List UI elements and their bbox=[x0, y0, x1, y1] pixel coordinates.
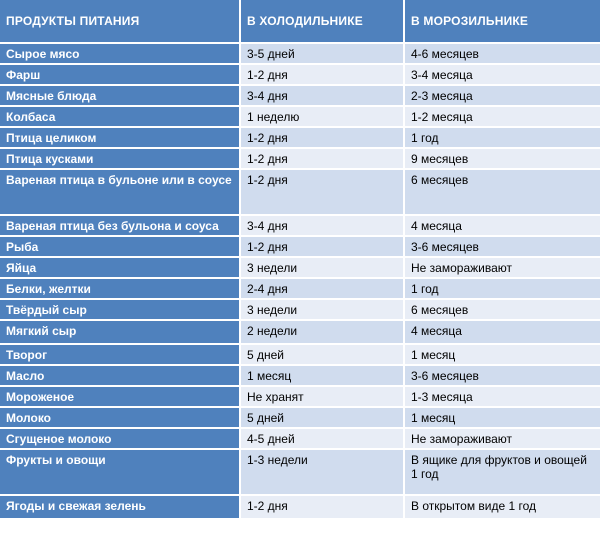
freezer-cell: 1-3 месяца bbox=[404, 386, 600, 407]
food-cell: Мороженое bbox=[0, 386, 240, 407]
table-row bbox=[0, 148, 600, 169]
table-row bbox=[0, 320, 600, 344]
fridge-cell: 3 недели bbox=[240, 299, 404, 320]
table-row bbox=[0, 257, 600, 278]
fridge-cell: 4-5 дней bbox=[240, 428, 404, 449]
food-cell: Масло bbox=[0, 365, 240, 386]
table-row bbox=[0, 43, 600, 64]
table-row bbox=[0, 365, 600, 386]
freezer-cell: 1 месяц bbox=[404, 407, 600, 428]
food-cell: Птица целиком bbox=[0, 127, 240, 148]
table-row bbox=[0, 495, 600, 519]
fridge-cell: 2-4 дня bbox=[240, 278, 404, 299]
fridge-cell: 1-2 дня bbox=[240, 64, 404, 85]
table-row bbox=[0, 344, 600, 365]
table-row bbox=[0, 127, 600, 148]
freezer-cell: 4-6 месяцев bbox=[404, 43, 600, 64]
food-cell: Вареная птица в бульоне или в соусе bbox=[0, 169, 240, 215]
freezer-cell: 1 год bbox=[404, 278, 600, 299]
fridge-cell: 1 неделю bbox=[240, 106, 404, 127]
freezer-cell: 4 месяца bbox=[404, 320, 600, 344]
fridge-cell: 3-5 дней bbox=[240, 43, 404, 64]
table-row bbox=[0, 407, 600, 428]
fridge-cell: 5 дней bbox=[240, 407, 404, 428]
table-row bbox=[0, 299, 600, 320]
table-row bbox=[0, 215, 600, 236]
freezer-cell: 1-2 месяца bbox=[404, 106, 600, 127]
fridge-cell: 1-2 дня bbox=[240, 127, 404, 148]
food-cell: Яйца bbox=[0, 257, 240, 278]
fridge-cell: 5 дней bbox=[240, 344, 404, 365]
freezer-cell: 9 месяцев bbox=[404, 148, 600, 169]
freezer-cell: 3-4 месяца bbox=[404, 64, 600, 85]
freezer-cell: 2-3 месяца bbox=[404, 85, 600, 106]
fridge-cell: 3-4 дня bbox=[240, 215, 404, 236]
table-row bbox=[0, 278, 600, 299]
table-row bbox=[0, 169, 600, 215]
header-food: ПРОДУКТЫ ПИТАНИЯ bbox=[0, 0, 240, 43]
table-row bbox=[0, 106, 600, 127]
food-cell: Твёрдый сыр bbox=[0, 299, 240, 320]
freezer-cell: Не замораживают bbox=[404, 428, 600, 449]
food-cell: Мягкий сыр bbox=[0, 320, 240, 344]
freezer-cell: 1 год bbox=[404, 127, 600, 148]
freezer-cell: Не замораживают bbox=[404, 257, 600, 278]
fridge-cell: Не хранят bbox=[240, 386, 404, 407]
food-cell: Белки, желтки bbox=[0, 278, 240, 299]
table-row bbox=[0, 64, 600, 85]
fridge-cell: 2 недели bbox=[240, 320, 404, 344]
fridge-cell: 3 недели bbox=[240, 257, 404, 278]
table-row bbox=[0, 428, 600, 449]
header-row bbox=[0, 0, 600, 43]
table-row bbox=[0, 449, 600, 495]
fridge-cell: 1-3 недели bbox=[240, 449, 404, 495]
food-cell: Птица кусками bbox=[0, 148, 240, 169]
food-cell: Фарш bbox=[0, 64, 240, 85]
food-cell: Молоко bbox=[0, 407, 240, 428]
fridge-cell: 1 месяц bbox=[240, 365, 404, 386]
fridge-cell: 3-4 дня bbox=[240, 85, 404, 106]
fridge-cell: 1-2 дня bbox=[240, 236, 404, 257]
freezer-cell: В открытом виде 1 год bbox=[404, 495, 600, 519]
table-row bbox=[0, 236, 600, 257]
fridge-cell: 1-2 дня bbox=[240, 148, 404, 169]
header-freezer: В МОРОЗИЛЬНИКЕ bbox=[404, 0, 600, 43]
table-row bbox=[0, 85, 600, 106]
food-cell: Рыба bbox=[0, 236, 240, 257]
fridge-cell: 1-2 дня bbox=[240, 169, 404, 215]
freezer-cell: 6 месяцев bbox=[404, 299, 600, 320]
freezer-cell: 3-6 месяцев bbox=[404, 365, 600, 386]
freezer-cell: В ящике для фруктов и овощей 1 год bbox=[404, 449, 600, 495]
food-cell: Сырое мясо bbox=[0, 43, 240, 64]
freezer-cell: 6 месяцев bbox=[404, 169, 600, 215]
fridge-cell: 1-2 дня bbox=[240, 495, 404, 519]
freezer-cell: 1 месяц bbox=[404, 344, 600, 365]
food-cell: Мясные блюда bbox=[0, 85, 240, 106]
freezer-cell: 4 месяца bbox=[404, 215, 600, 236]
table-row bbox=[0, 386, 600, 407]
food-cell: Вареная птица без бульона и соуса bbox=[0, 215, 240, 236]
food-cell: Фрукты и овощи bbox=[0, 449, 240, 495]
food-cell: Сгущеное молоко bbox=[0, 428, 240, 449]
food-cell: Ягоды и свежая зелень bbox=[0, 495, 240, 519]
food-cell: Творог bbox=[0, 344, 240, 365]
food-cell: Колбаса bbox=[0, 106, 240, 127]
freezer-cell: 3-6 месяцев bbox=[404, 236, 600, 257]
header-fridge: В ХОЛОДИЛЬНИКЕ bbox=[240, 0, 404, 43]
